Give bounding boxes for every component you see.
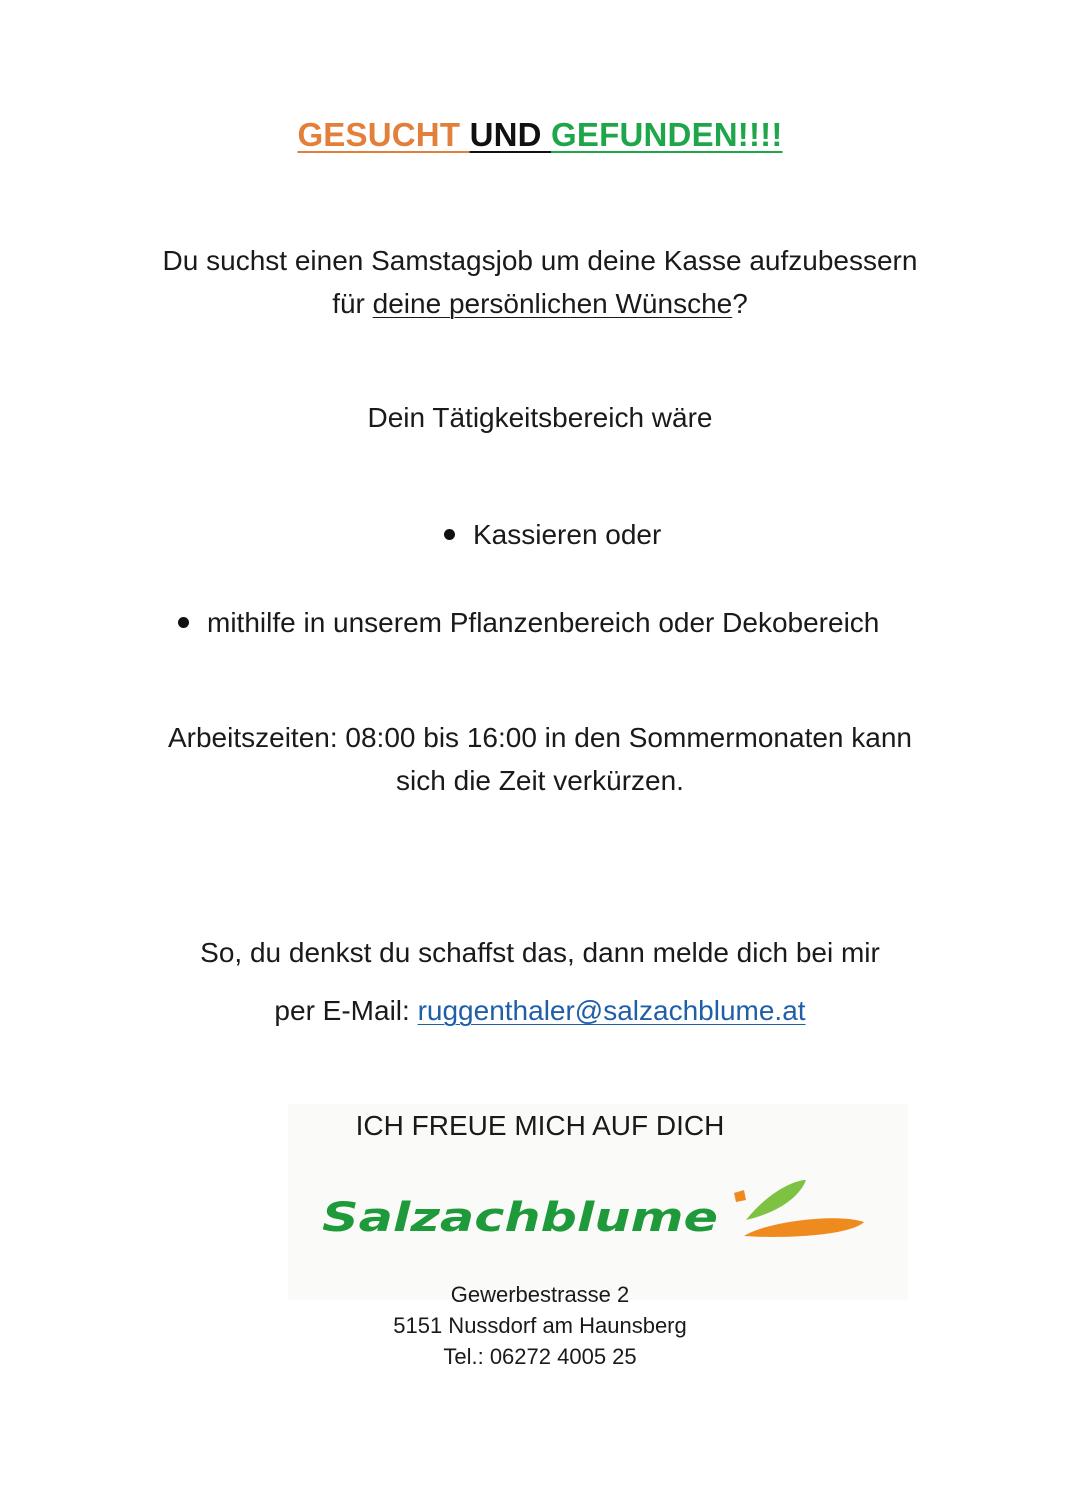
salzachblume-logo xyxy=(318,1176,878,1250)
svg-text:Salzachblume: Salzachblume xyxy=(322,1195,718,1241)
address-phone: Tel.: 06272 4005 25 xyxy=(443,1344,637,1369)
tasks-heading: Dein Tätigkeitsbereich wäre xyxy=(367,402,713,433)
contact-line-1: So, du denkst du schaffst das, dann melde dich bei mir xyxy=(200,937,880,968)
address-city: 5151 Nussdorf am Haunsberg xyxy=(393,1313,687,1338)
headline-part-gefunden: GEFUNDEN!!!! xyxy=(551,116,783,153)
intro-line-2-suffix: ? xyxy=(732,288,748,319)
intro-line-2-prefix: für xyxy=(332,288,373,319)
intro-underlined-phrase: deine persönlichen Wünsche xyxy=(372,288,733,319)
intro-line-2 xyxy=(0,282,1080,325)
closing-text: ICH FREUE MICH AUF DICH xyxy=(355,1110,725,1141)
task-item-cashier xyxy=(444,515,661,555)
task-item-label: mithilfe in unserem Pflanzenbereich oder Dekobereich xyxy=(207,607,880,638)
bullet-icon xyxy=(444,529,455,540)
task-item-label: Kassieren oder xyxy=(473,519,662,550)
hours-paragraph xyxy=(0,716,1080,802)
bullet-icon xyxy=(178,617,189,628)
address-street: Gewerbestrasse 2 xyxy=(450,1282,630,1307)
headline xyxy=(0,116,1080,154)
email-prefix: per E-Mail: xyxy=(274,995,418,1026)
contact-email-line xyxy=(0,989,1080,1032)
hours-line-1: Arbeitszeiten: 08:00 bis 16:00 in den Sommermonaten kann xyxy=(167,722,912,753)
address-block xyxy=(0,1279,1080,1372)
intro-paragraph xyxy=(0,239,1080,325)
salzachblume-logo-graphic xyxy=(318,1176,878,1250)
headline-part-und: UND xyxy=(469,116,552,153)
hours-line-2: sich die Zeit verkürzen. xyxy=(396,765,684,796)
task-item-plants xyxy=(178,603,879,643)
headline-part-gesucht: GESUCHT xyxy=(297,116,470,153)
email-link[interactable]: ruggenthaler@salzachblume.at xyxy=(417,995,806,1026)
intro-line-1: Du suchst einen Samstagsjob um deine Kasse aufzubessern xyxy=(162,245,918,276)
